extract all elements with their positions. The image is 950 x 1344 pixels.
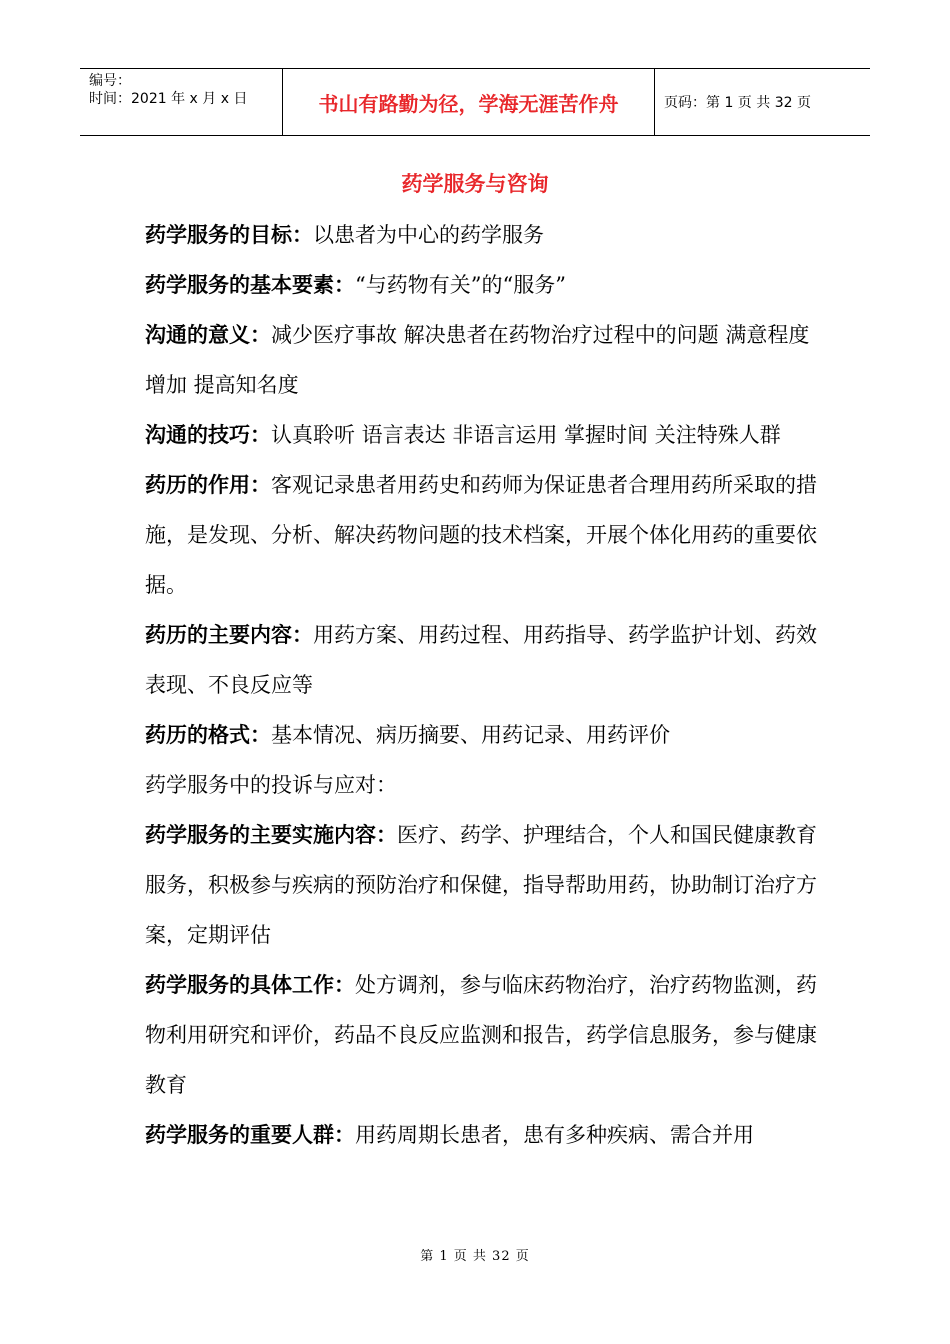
number-label: 编号： (89, 73, 131, 89)
paragraph (145, 460, 817, 610)
paragraph-label: 药学服务的重要人群： (145, 1123, 355, 1147)
paragraph-text: 客观记录患者用药史和药师为保证患者合理用药所采取的措施，是发现、分析、解决药物问题的技术档案，开展个体化用药的重要依据。 (145, 473, 817, 597)
paragraph-label: 药历的格式： (145, 723, 271, 747)
date-label: 时间：2021 年 x 月 x 日 (89, 91, 248, 107)
paragraph-label: 药学服务的主要实施内容： (145, 823, 397, 847)
paragraph (145, 260, 817, 310)
paragraph (145, 210, 817, 260)
paragraph-label: 药学服务的具体工作： (145, 973, 355, 997)
page-footer: 第 1 页 共 32 页 (420, 1249, 530, 1264)
paragraph (145, 410, 817, 460)
paragraph (145, 960, 817, 1110)
header-page-info: 页码：第 1 页 共 32 页 (664, 95, 811, 111)
paragraph-text: 基本情况、病历摘要、用药记录、用药评价 (271, 723, 670, 747)
paragraph-text: “与药物有关”的“服务” (355, 273, 566, 297)
paragraph-text: 处方调剂，参与临床药物治疗，治疗药物监测，药物利用研究和评价，药品不良反应监测和报告，药学信息服务，参与健康教育 (145, 973, 817, 1097)
paragraph (145, 310, 817, 410)
document-body (145, 210, 817, 1160)
paragraph-text: 减少医疗事故 解决患者在药物治疗过程中的问题 满意程度增加 提高知名度 (145, 323, 810, 397)
paragraph-text: 用药方案、用药过程、用药指导、药学监护计划、药效表现、不良反应等 (145, 623, 817, 697)
paragraph (145, 1110, 817, 1160)
paragraph-label: 药学服务的基本要素： (145, 273, 355, 297)
paragraph (145, 610, 817, 710)
paragraph-label: 沟通的技巧： (145, 423, 271, 447)
document-title: 药学服务与咨询 (401, 172, 549, 196)
paragraph (145, 810, 817, 960)
paragraph-text: 用药周期长患者，患有多种疾病、需合并用 (355, 1123, 754, 1147)
paragraph (145, 760, 817, 810)
header-meta (80, 69, 283, 135)
header-motto: 书山有路勤为径，学海无涯苦作舟 (283, 69, 655, 135)
page-header (80, 68, 870, 136)
paragraph-label: 沟通的意义： (145, 323, 271, 347)
paragraph-label: 药学服务的目标： (145, 223, 313, 247)
paragraph-text: 医疗、药学、护理结合，个人和国民健康教育服务，积极参与疾病的预防治疗和保健，指导帮助用药，协助制订治疗方案，定期评估 (145, 823, 817, 947)
paragraph-label: 药历的主要内容： (145, 623, 313, 647)
paragraph-label: 药历的作用： (145, 473, 271, 497)
paragraph-text: 认真聆听 语言表达 非语言运用 掌握时间 关注特殊人群 (271, 423, 781, 447)
paragraph-text: 以患者为中心的药学服务 (313, 223, 544, 247)
paragraph (145, 710, 817, 760)
paragraph-text: 药学服务中的投诉与应对： (145, 773, 397, 797)
